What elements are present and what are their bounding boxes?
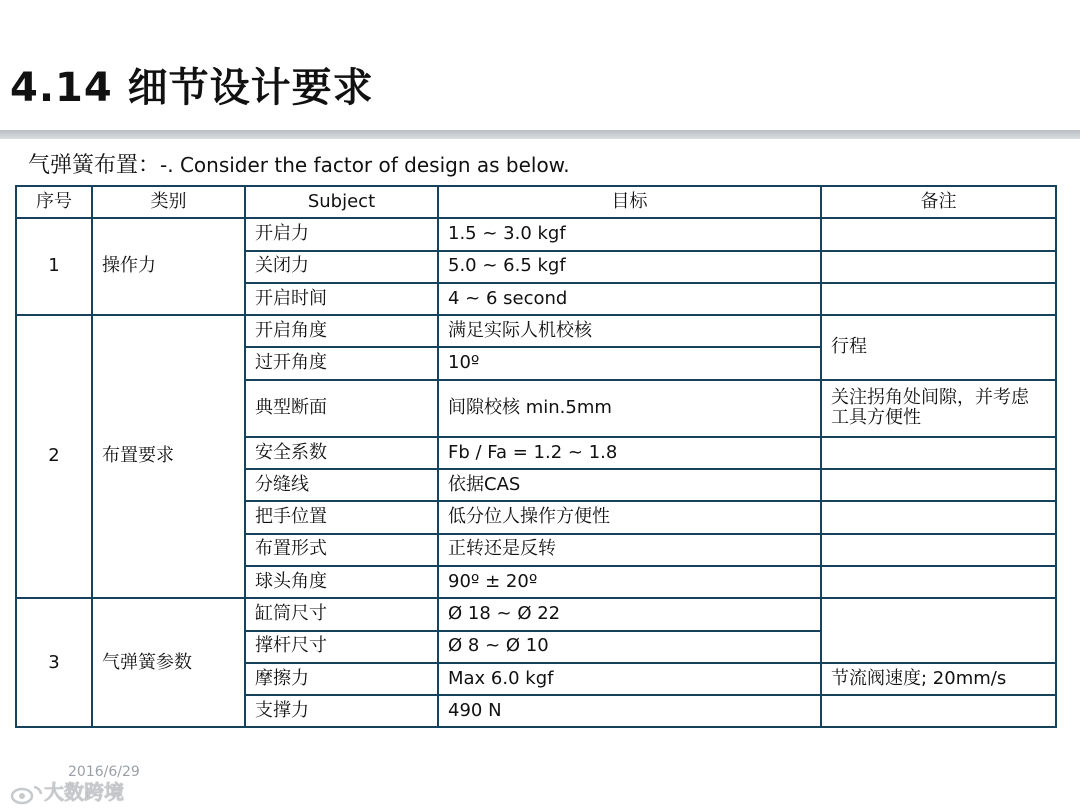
row-note: 关注拐角处间隙，并考虑工具方便性 bbox=[821, 380, 1056, 437]
row-subject: 开启力 bbox=[245, 218, 438, 250]
watermark-logo bbox=[10, 776, 124, 805]
row-subject: 布置形式 bbox=[245, 534, 438, 566]
row-target: 10º bbox=[438, 347, 821, 379]
row-target: 4 ~ 6 second bbox=[438, 283, 821, 315]
row-target: 90º ± 20º bbox=[438, 566, 821, 598]
subtitle bbox=[28, 148, 570, 179]
row-note bbox=[821, 251, 1056, 283]
row-target: 1.5 ~ 3.0 kgf bbox=[438, 218, 821, 250]
row-subject: 关闭力 bbox=[245, 251, 438, 283]
table-row bbox=[16, 218, 1056, 250]
group-category: 布置要求 bbox=[92, 315, 245, 598]
group-number: 2 bbox=[16, 315, 92, 598]
watermark-logo-text: 大数跨境 bbox=[44, 780, 124, 804]
header-no: 序号 bbox=[16, 186, 92, 218]
row-subject: 典型断面 bbox=[245, 380, 438, 437]
group-category: 操作力 bbox=[92, 218, 245, 315]
group-number: 3 bbox=[16, 598, 92, 727]
row-target: Fb / Fa = 1.2 ~ 1.8 bbox=[438, 437, 821, 469]
header-subject: Subject bbox=[245, 186, 438, 218]
row-subject: 撑杆尺寸 bbox=[245, 631, 438, 663]
table-header-row bbox=[16, 186, 1056, 218]
header-category: 类别 bbox=[92, 186, 245, 218]
row-target: 满足实际人机校核 bbox=[438, 315, 821, 347]
row-target: Max 6.0 kgf bbox=[438, 663, 821, 695]
row-subject: 支撑力 bbox=[245, 695, 438, 727]
row-note bbox=[821, 437, 1056, 469]
row-note bbox=[821, 469, 1056, 501]
row-target: 5.0 ~ 6.5 kgf bbox=[438, 251, 821, 283]
group-category: 气弹簧参数 bbox=[92, 598, 245, 727]
subtitle-en: -. Consider the factor of design as below. bbox=[160, 153, 570, 177]
row-note bbox=[821, 283, 1056, 315]
row-target: 490 N bbox=[438, 695, 821, 727]
row-note bbox=[821, 534, 1056, 566]
row-note bbox=[821, 501, 1056, 533]
group-number: 1 bbox=[16, 218, 92, 315]
row-subject: 分缝线 bbox=[245, 469, 438, 501]
row-note bbox=[821, 218, 1056, 250]
row-target: 低分位人操作方便性 bbox=[438, 501, 821, 533]
row-target: Ø 18 ~ Ø 22 bbox=[438, 598, 821, 630]
row-target: 正转还是反转 bbox=[438, 534, 821, 566]
row-subject: 过开角度 bbox=[245, 347, 438, 379]
watermark-date: 2016/6/29 bbox=[68, 764, 140, 780]
row-subject: 开启角度 bbox=[245, 315, 438, 347]
row-subject: 安全系数 bbox=[245, 437, 438, 469]
row-subject: 球头角度 bbox=[245, 566, 438, 598]
row-subject: 摩擦力 bbox=[245, 663, 438, 695]
requirements-table bbox=[15, 185, 1057, 728]
title-divider bbox=[0, 130, 1080, 139]
row-note bbox=[821, 566, 1056, 598]
row-target: 间隙校核 min.5mm bbox=[438, 380, 821, 437]
row-subject: 开启时间 bbox=[245, 283, 438, 315]
row-note: 节流阀速度; 20mm/s bbox=[821, 663, 1056, 695]
requirements-table-wrap bbox=[15, 185, 1055, 728]
header-note: 备注 bbox=[821, 186, 1056, 218]
weibo-icon bbox=[10, 783, 44, 805]
row-subject: 缸筒尺寸 bbox=[245, 598, 438, 630]
table-row bbox=[16, 598, 1056, 630]
row-target: 依据CAS bbox=[438, 469, 821, 501]
row-note: 行程 bbox=[821, 315, 1056, 380]
row-target: Ø 8 ~ Ø 10 bbox=[438, 631, 821, 663]
table-row bbox=[16, 315, 1056, 347]
page-title: 4.14 细节设计要求 bbox=[10, 65, 374, 111]
row-subject: 把手位置 bbox=[245, 501, 438, 533]
row-note bbox=[821, 695, 1056, 727]
header-target: 目标 bbox=[438, 186, 821, 218]
row-note bbox=[821, 598, 1056, 663]
subtitle-zh: 气弹簧布置： bbox=[28, 153, 161, 178]
